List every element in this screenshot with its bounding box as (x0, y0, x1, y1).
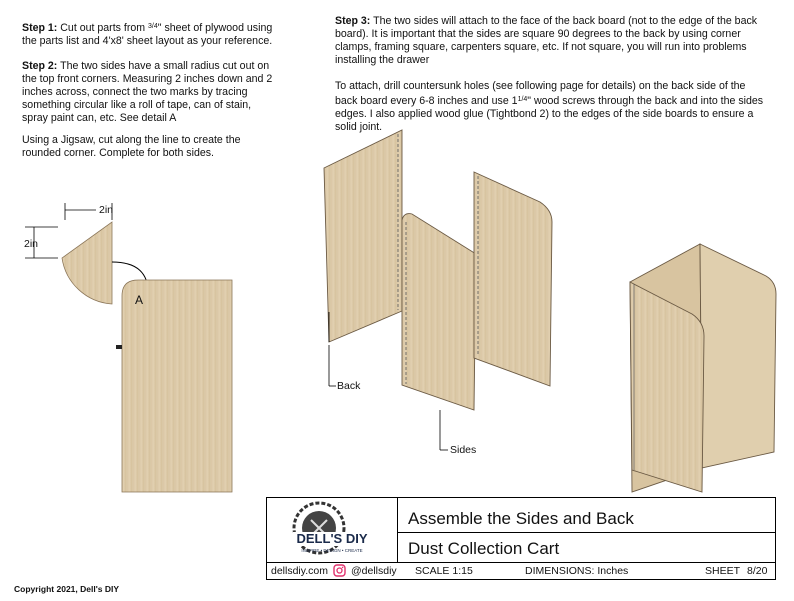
back-label: Back (337, 380, 361, 392)
step3-body: The two sides will attach to the face of the back board (not to the edge of the back board). It is important that the sides are square 90 degrees to the back by using corner clamps, framing square, carpenters square, etc. If not square, you will run into problems installing the drawer (335, 15, 758, 66)
step2-body: The two sides have a small radius cut out on the top front corners. Measuring 2 inches down and 2 inches across, connect the two marks by tracing something circular like a roll of tape, can of stain, spray paint can, etc. See detail A (22, 60, 273, 124)
step2-label: Step 2: (22, 60, 58, 72)
title-footer (266, 562, 776, 580)
dim-vertical-label: 2in (24, 238, 39, 250)
instagram-handle[interactable]: @dellsdiy (351, 565, 397, 577)
assembled-unit (630, 244, 776, 492)
attach-before: To attach, drill countersunk holes (see following page for details) on the back side of the back board every 6-8 inches and use 1 (335, 80, 746, 107)
dim-horizontal-label: 2in (99, 204, 114, 216)
step1-fraction: 3/4 (148, 23, 158, 30)
logo-text: DELL'S DIY (296, 531, 368, 546)
step1-before: Cut out parts from (60, 22, 146, 34)
drawing-title: Assemble the Sides and Back (398, 497, 776, 533)
instagram-icon (333, 564, 346, 580)
step1-label: Step 1: (22, 22, 58, 34)
sheet-label: SHEET (705, 565, 741, 577)
jigsaw-note: Using a Jigsaw, cut along the line to create the rounded corner. Complete for both sides. (22, 134, 241, 159)
side-board-front (402, 214, 476, 410)
step1-after: " sheet of plywood using the parts list and 4'x8' sheet layout as your reference. (22, 22, 273, 47)
logo-box (266, 497, 398, 563)
attach-after: " wood screws through the back and into the sides edges. I also applied wood glue (Tightbond 2) to the edges of the side boards to ensure a solid joint. (335, 95, 764, 133)
copyright-text: Copyright 2021, Dell's DIY (14, 584, 119, 594)
side-panel-board (116, 280, 232, 492)
logo-tagline: INSPIRE • DESIGN • CREATE (301, 548, 363, 553)
detail-a-quarter-circle (62, 222, 112, 304)
detail-a-label: A (135, 293, 144, 307)
sides-label: Sides (450, 444, 477, 456)
side-board-back (474, 172, 552, 386)
step3-label: Step 3: (335, 15, 371, 27)
title-block (266, 497, 776, 581)
dimensions-value: DIMENSIONS: Inches (525, 565, 629, 577)
sheet-number: 8/20 (747, 565, 768, 577)
logo-icon (267, 498, 397, 562)
website-link[interactable]: dellsdiy.com (271, 565, 328, 577)
scale-value: SCALE 1:15 (415, 565, 473, 577)
drawing-subtitle: Dust Collection Cart (398, 532, 776, 563)
attach-fraction: 1/4 (517, 96, 528, 103)
back-board (324, 130, 402, 342)
